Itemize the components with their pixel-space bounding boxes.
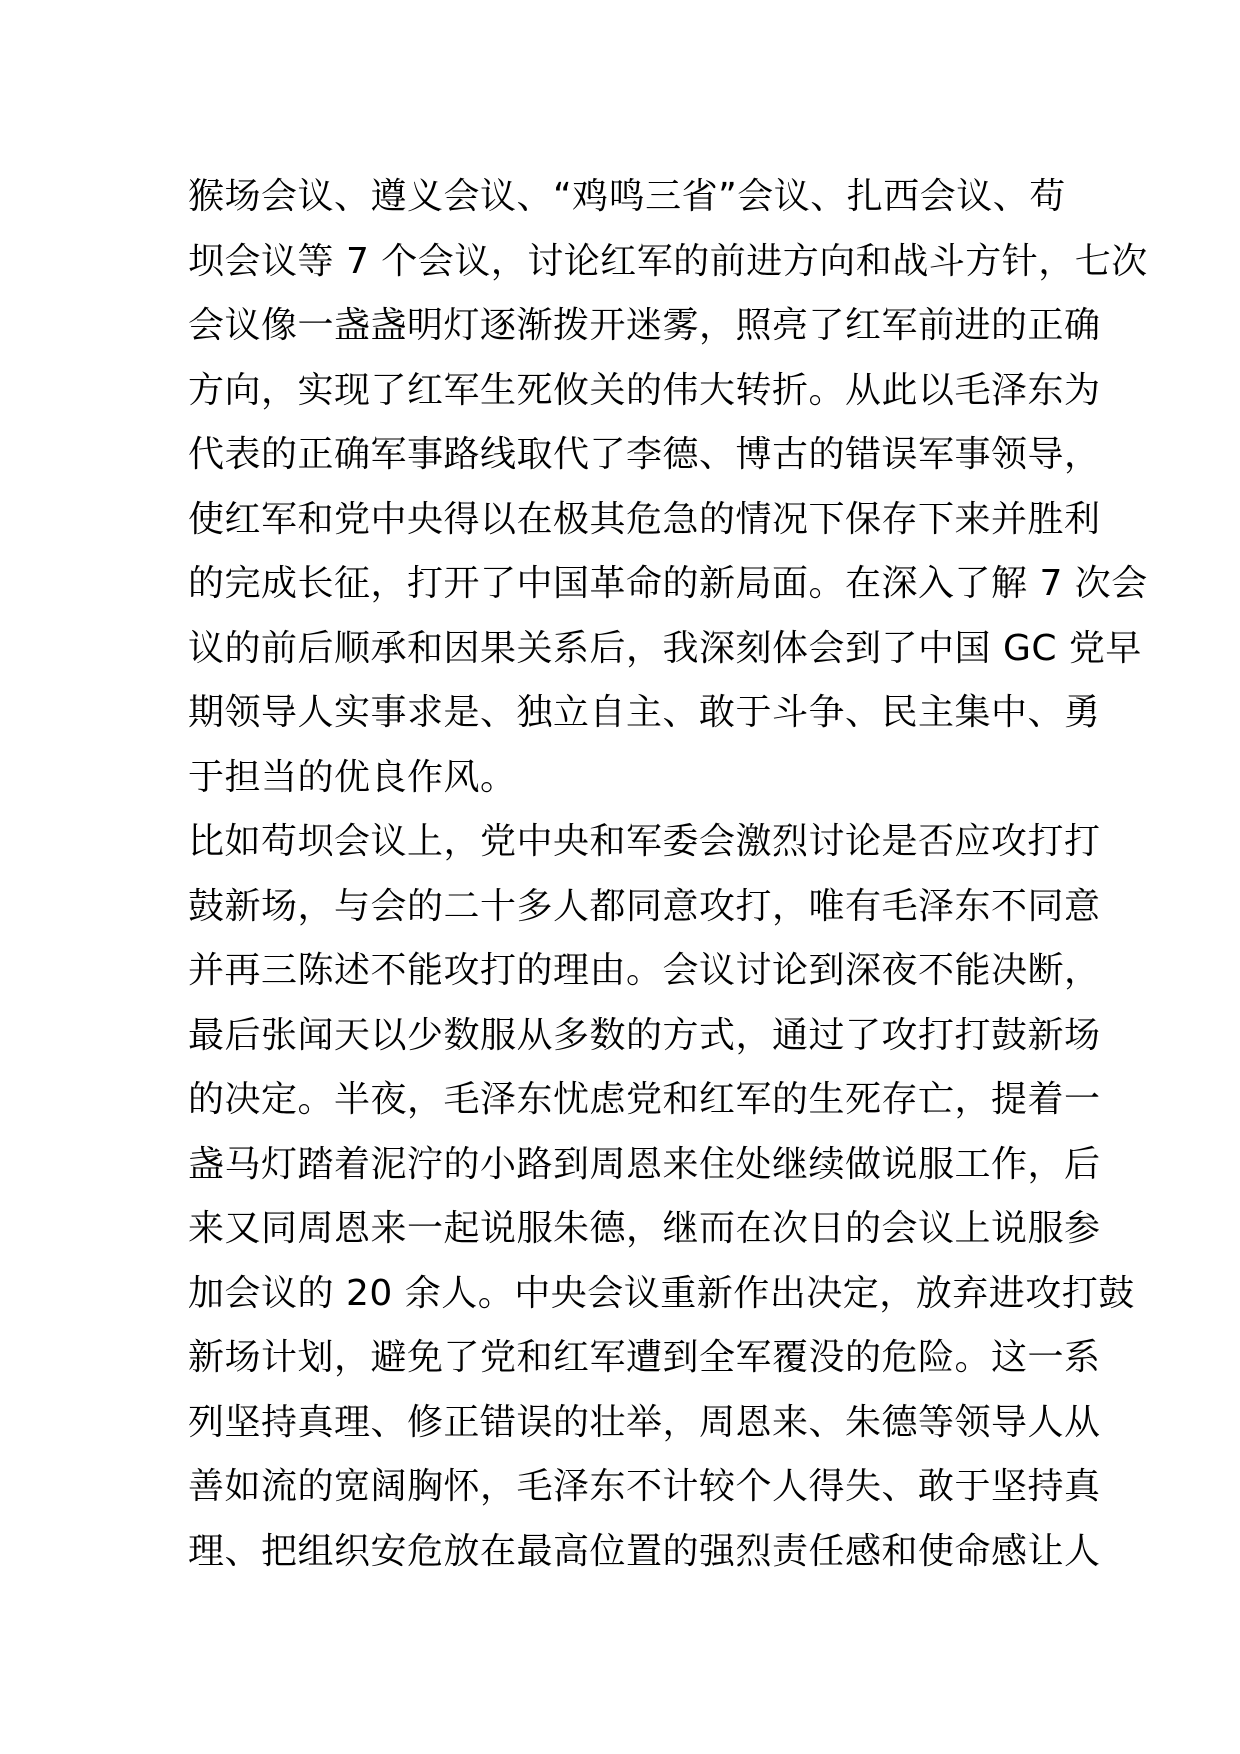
text-line: 坝会议等 7 个会议，讨论红军的前进方向和战斗方针，七次 — [188, 240, 1148, 282]
text-line: 善如流的宽阔胸怀，毛泽东不计较个人得失、敢于坚持真 — [188, 1466, 1101, 1507]
text-line: 列坚持真理、修正错误的壮举，周恩来、朱德等领导人从 — [188, 1401, 1101, 1443]
text-line: 于担当的优良作风。 — [188, 756, 517, 798]
paragraph-1 — [188, 165, 1148, 810]
text-line: 的决定。半夜，毛泽东忧虑党和红军的生死存亡，提着一 — [188, 1079, 1101, 1120]
text-line: 猴场会议、遵义会议、“鸡鸣三省”会议、扎西会议、苟 — [188, 176, 1066, 217]
text-line: 比如苟坝会议上，党中央和军委会激烈讨论是否应攻打打 — [188, 821, 1101, 862]
text-line: 盏马灯踏着泥泞的小路到周恩来住处继续做说服工作，后 — [188, 1143, 1101, 1185]
text-line: 方向，实现了红军生死攸关的伟大转折。从此以毛泽东为 — [188, 369, 1101, 411]
text-line: 会议像一盏盏明灯逐渐拨开迷雾，照亮了红军前进的正确 — [188, 305, 1101, 346]
paragraph-2 — [188, 810, 1135, 1584]
text-line: 代表的正确军事路线取代了李德、博古的错误军事领导， — [188, 434, 1101, 475]
text-line: 鼓新场，与会的二十多人都同意攻打，唯有毛泽东不同意 — [188, 885, 1101, 927]
text-line: 理、把组织安危放在最高位置的强烈责任感和使命感让人 — [188, 1530, 1101, 1572]
text-line: 使红军和党中央得以在极其危急的情况下保存下来并胜利 — [188, 498, 1101, 540]
document-body — [188, 165, 1148, 1584]
text-line: 期领导人实事求是、独立自主、敢于斗争、民主集中、勇 — [188, 692, 1101, 733]
text-line: 加会议的 20 余人。中央会议重新作出决定，放弃进攻打鼓 — [188, 1272, 1135, 1314]
text-line: 新场计划，避免了党和红军遭到全军覆没的危险。这一系 — [188, 1337, 1101, 1378]
text-line: 最后张闻天以少数服从多数的方式，通过了攻打打鼓新场 — [188, 1014, 1101, 1056]
text-line: 的完成长征，打开了中国革命的新局面。在深入了解 7 次会 — [188, 563, 1148, 604]
text-line: 并再三陈述不能攻打的理由。会议讨论到深夜不能决断， — [188, 950, 1101, 991]
text-line: 来又同周恩来一起说服朱德，继而在次日的会议上说服参 — [188, 1208, 1101, 1249]
text-line: 议的前后顺承和因果关系后，我深刻体会到了中国 GC 党早 — [188, 627, 1142, 669]
